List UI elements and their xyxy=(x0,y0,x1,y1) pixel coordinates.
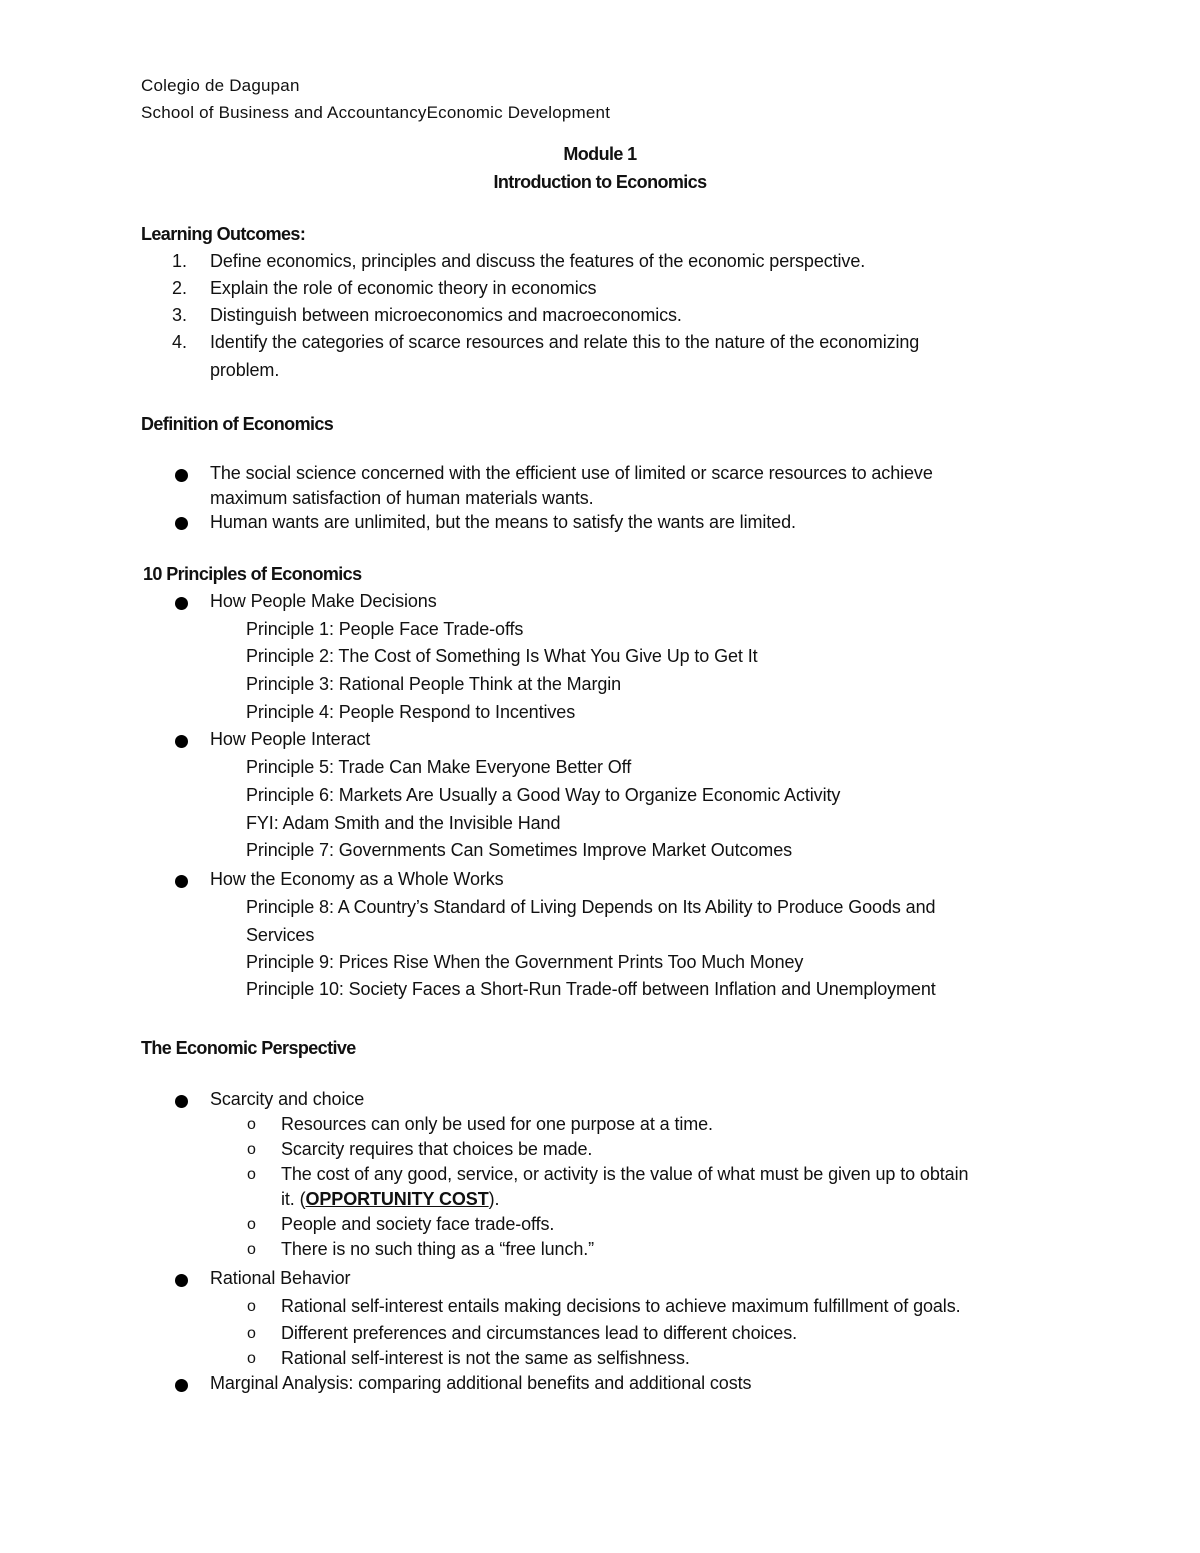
circle-bullet-marker: o xyxy=(247,1166,256,1183)
perspective-item: Resources can only be used for one purpose at a time. xyxy=(281,1114,713,1134)
perspective-item: People and society face trade-offs. xyxy=(281,1214,555,1234)
outcome-number: 2. xyxy=(172,278,188,298)
perspective-item: Rational self-interest is not the same as selfishness. xyxy=(281,1348,690,1368)
perspective-heading: The Economic Perspective xyxy=(141,1038,356,1058)
outcome-number: 3. xyxy=(172,305,188,325)
bullet-icon xyxy=(175,1379,188,1392)
definition-heading: Definition of Economics xyxy=(141,414,334,434)
bullet-icon xyxy=(175,735,188,748)
module-title: Introduction to Economics xyxy=(493,172,707,192)
principle-item: Principle 2: The Cost of Something Is What You Give Up to Get It xyxy=(246,646,758,666)
circle-bullet-marker: o xyxy=(247,1350,256,1367)
bullet-icon xyxy=(175,875,188,888)
opportunity-cost-term: OPPORTUNITY COST xyxy=(305,1189,489,1209)
outcome-text-continued: problem. xyxy=(210,360,280,380)
department-name: School of Business and AccountancyEconomic Development xyxy=(141,103,611,122)
principle-item: FYI: Adam Smith and the Invisible Hand xyxy=(246,813,561,833)
circle-bullet-marker: o xyxy=(247,1325,256,1342)
perspective-item: Different preferences and circumstances lead to different choices. xyxy=(281,1323,798,1343)
principles-heading: 10 Principles of Economics xyxy=(143,564,362,584)
bullet-icon xyxy=(175,469,188,482)
principle-item: Principle 7: Governments Can Sometimes Improve Market Outcomes xyxy=(246,840,792,860)
principle-group-title: How the Economy as a Whole Works xyxy=(210,869,504,889)
outcome-text: Identify the categories of scarce resources and relate this to the nature of the economizing xyxy=(210,332,920,352)
perspective-group-title: Marginal Analysis: comparing additional benefits and additional costs xyxy=(210,1373,752,1393)
outcome-text: Explain the role of economic theory in economics xyxy=(210,278,597,298)
perspective-item: Rational self-interest entails making decisions to achieve maximum fulfillment of goals. xyxy=(281,1296,961,1316)
principle-item: Principle 3: Rational People Think at the Margin xyxy=(246,674,622,694)
principle-item: Principle 10: Society Faces a Short-Run Trade-off between Inflation and Unemployment xyxy=(246,979,936,999)
circle-bullet-marker: o xyxy=(247,1241,256,1258)
principle-item: Principle 9: Prices Rise When the Government Prints Too Much Money xyxy=(246,952,804,972)
circle-bullet-marker: o xyxy=(247,1298,256,1315)
principle-item: Principle 8: A Country’s Standard of Living Depends on Its Ability to Produce Goods and xyxy=(246,897,936,917)
outcome-number: 1. xyxy=(172,251,188,271)
outcome-text: Distinguish between microeconomics and macroeconomics. xyxy=(210,305,682,325)
continued-text-end: ). xyxy=(488,1189,500,1209)
definition-text: Human wants are unlimited, but the means to satisfy the wants are limited. xyxy=(210,512,796,532)
perspective-item: Scarcity requires that choices be made. xyxy=(281,1139,593,1159)
perspective-item-continued xyxy=(281,1189,499,1210)
module-number: Module 1 xyxy=(563,144,637,164)
perspective-group-title: Rational Behavior xyxy=(210,1268,351,1288)
principle-item: Principle 4: People Respond to Incentives xyxy=(246,702,576,722)
principle-group-title: How People Make Decisions xyxy=(210,591,437,611)
bullet-icon xyxy=(175,597,188,610)
principle-item: Principle 6: Markets Are Usually a Good Way to Organize Economic Activity xyxy=(246,785,841,805)
institution-name: Colegio de Dagupan xyxy=(141,76,300,95)
circle-bullet-marker: o xyxy=(247,1116,256,1133)
perspective-item: The cost of any good, service, or activity is the value of what must be given up to obtain xyxy=(281,1164,969,1184)
principle-group-title: How People Interact xyxy=(210,729,371,749)
bullet-icon xyxy=(175,517,188,530)
continued-text: it. ( xyxy=(281,1189,306,1209)
bullet-icon xyxy=(175,1274,188,1287)
circle-bullet-marker: o xyxy=(247,1216,256,1233)
definition-text-continued: maximum satisfaction of human materials wants. xyxy=(210,488,594,508)
bullet-icon xyxy=(175,1095,188,1108)
principle-item: Principle 1: People Face Trade-offs xyxy=(246,619,524,639)
circle-bullet-marker: o xyxy=(247,1141,256,1158)
perspective-group-title: Scarcity and choice xyxy=(210,1089,365,1109)
principle-item-continued: Services xyxy=(246,925,315,945)
outcome-text: Define economics, principles and discuss the features of the economic perspective. xyxy=(210,251,866,271)
definition-text: The social science concerned with the efficient use of limited or scarce resources to achieve xyxy=(210,463,933,483)
learning-outcomes-heading: Learning Outcomes: xyxy=(141,224,306,244)
perspective-item: There is no such thing as a “free lunch.” xyxy=(281,1239,595,1259)
principle-item: Principle 5: Trade Can Make Everyone Better Off xyxy=(246,757,632,777)
outcome-number: 4. xyxy=(172,332,188,352)
